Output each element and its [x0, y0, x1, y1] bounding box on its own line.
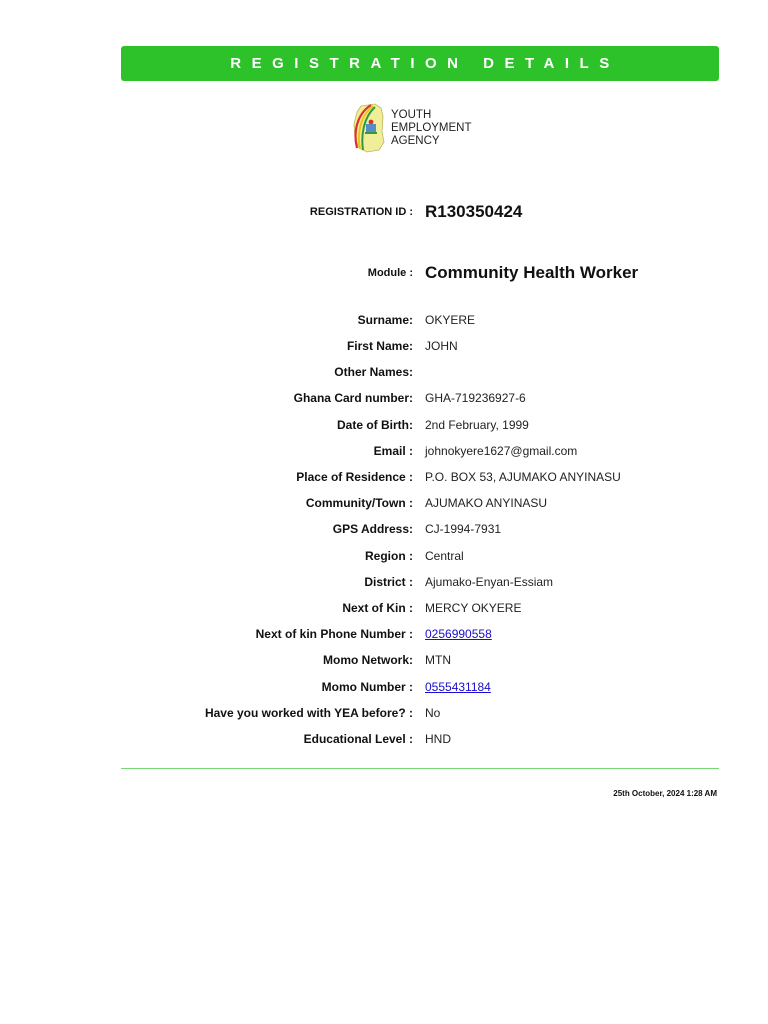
header-banner — [121, 46, 719, 81]
gps-address-label: GPS Address: — [332, 522, 413, 536]
ghana-map-icon — [351, 102, 387, 154]
email-value: johnokyere1627@gmail.com — [425, 444, 578, 458]
educational-level-value: HND — [425, 732, 451, 746]
field-row-region — [0, 549, 768, 563]
other-names-label: Other Names: — [334, 365, 413, 379]
first-name-label: First Name: — [346, 339, 413, 353]
field-row-surname — [0, 313, 768, 327]
gps-address-value: CJ-1994-7931 — [425, 522, 502, 536]
first-name-value: JOHN — [425, 339, 458, 353]
field-row-momo-number — [0, 680, 768, 694]
ghana-card-label: Ghana Card number: — [293, 391, 413, 405]
module-value: Community Health Worker — [425, 263, 639, 282]
module-label: Module : — [367, 267, 413, 279]
next-of-kin-label: Next of Kin : — [342, 601, 413, 615]
momo-number-label: Momo Number : — [321, 680, 413, 694]
place-of-residence-value: P.O. BOX 53, AJUMAKO ANYINASU — [425, 470, 621, 484]
field-row-momo-network — [0, 653, 768, 667]
field-row-next-of-kin — [0, 601, 768, 615]
field-row-email — [0, 444, 768, 458]
worked-with-yea-label: Have you worked with YEA before? : — [204, 706, 413, 720]
place-of-residence-label: Place of Residence : — [296, 470, 413, 484]
logo-text — [391, 109, 487, 148]
generated-timestamp: 25th October, 2024 1:28 AM — [613, 789, 717, 798]
momo-number-link[interactable]: 0555431184 — [425, 680, 491, 694]
community-town-value: AJUMAKO ANYINASU — [425, 496, 548, 510]
district-value: Ajumako-Enyan-Essiam — [425, 575, 554, 589]
region-label: Region : — [365, 549, 413, 563]
yea-logo — [351, 102, 491, 154]
next-of-kin-phone-label: Next of kin Phone Number : — [255, 627, 413, 641]
region-value: Central — [425, 549, 464, 563]
ghana-card-value: GHA-719236927-6 — [425, 391, 526, 405]
date-of-birth-label: Date of Birth: — [337, 418, 413, 432]
module-row — [0, 263, 768, 283]
field-row-educational-level — [0, 732, 768, 746]
community-town-label: Community/Town : — [305, 496, 413, 510]
surname-value: OKYERE — [425, 313, 476, 327]
field-row-community-town — [0, 496, 768, 510]
logo-line-employment: EMPLOYMENT — [391, 121, 472, 134]
next-of-kin-value: MERCY OKYERE — [425, 601, 522, 615]
email-label: Email : — [373, 444, 413, 458]
footer-divider — [121, 768, 719, 769]
logo-line-youth: YOUTH — [391, 108, 432, 121]
date-of-birth-value: 2nd February, 1999 — [425, 418, 529, 432]
field-row-other-names — [0, 365, 768, 379]
registration-id-value: R130350424 — [425, 202, 523, 221]
district-label: District : — [364, 575, 413, 589]
field-row-first-name — [0, 339, 768, 353]
logo-line-agency: AGENCY — [391, 134, 440, 147]
field-row-next-of-kin-phone — [0, 627, 768, 641]
page-title: REGISTRATION DETAILS — [230, 55, 620, 72]
worked-with-yea-value: No — [425, 706, 441, 720]
momo-network-label: Momo Network: — [323, 653, 413, 667]
field-row-gps-address — [0, 522, 768, 536]
field-row-ghana-card — [0, 391, 768, 405]
field-row-date-of-birth — [0, 418, 768, 432]
registration-id-row — [0, 202, 768, 222]
field-row-worked-with-yea — [0, 706, 768, 720]
next-of-kin-phone-link[interactable]: 0256990558 — [425, 627, 492, 641]
field-row-district — [0, 575, 768, 589]
surname-label: Surname: — [357, 313, 413, 327]
momo-network-value: MTN — [425, 653, 451, 667]
registration-id-label: REGISTRATION ID : — [309, 206, 413, 218]
educational-level-label: Educational Level : — [303, 732, 413, 746]
field-row-place-of-residence — [0, 470, 768, 484]
